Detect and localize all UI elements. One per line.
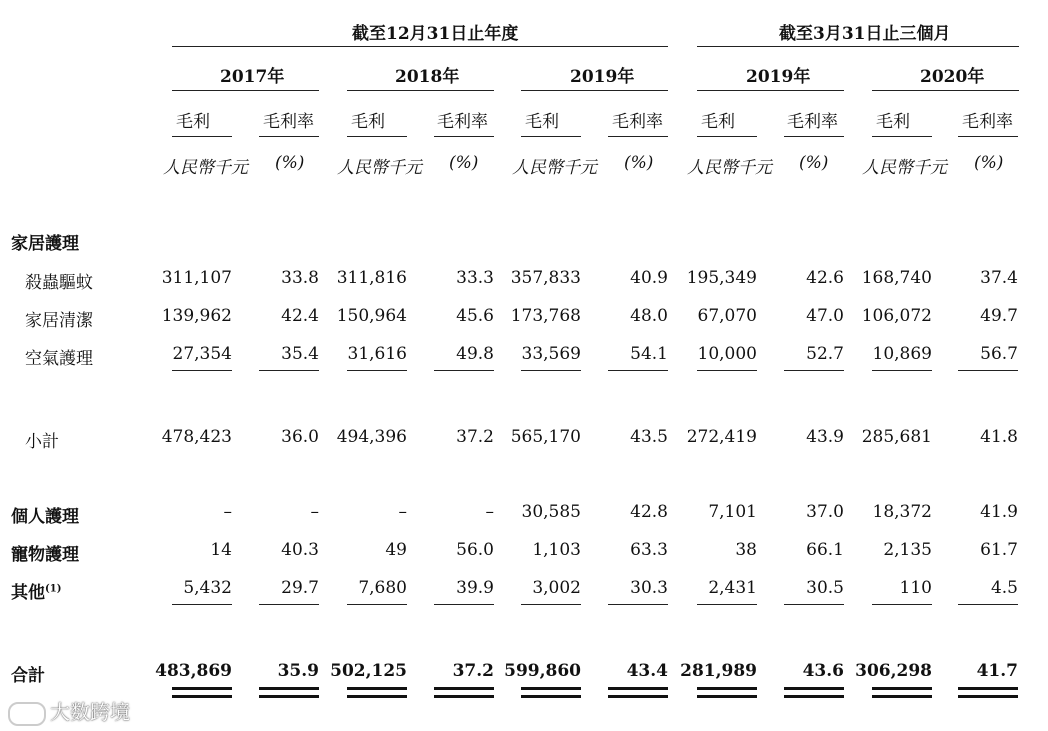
cell-other-gp: 3,002 xyxy=(532,578,581,598)
cell-cleaning-gm: 42.4 xyxy=(281,306,319,326)
cell-personal-gp: – xyxy=(223,502,232,522)
cell-insect-gm: 42.6 xyxy=(806,268,844,288)
col-underline xyxy=(434,136,494,137)
cell-subtotal-gp: 272,419 xyxy=(686,427,757,447)
total-double-underline xyxy=(172,687,232,690)
cell-other-gm: 30.5 xyxy=(806,578,844,598)
year-underline xyxy=(347,90,494,91)
cell-cleaning-gm: 47.0 xyxy=(806,306,844,326)
cell-personal-gp: 7,101 xyxy=(708,502,757,522)
cell-personal-gp: – xyxy=(398,502,407,522)
col-underline xyxy=(347,136,407,137)
total-double-underline xyxy=(872,695,932,698)
sum-underline xyxy=(697,370,757,371)
period-underline xyxy=(172,46,668,47)
cell-air-gm: 56.7 xyxy=(980,344,1018,364)
sum-underline xyxy=(521,604,581,605)
unit-gm: (%) xyxy=(799,153,829,173)
cell-cleaning-gm: 49.7 xyxy=(980,306,1018,326)
sum-underline xyxy=(347,370,407,371)
total-double-underline xyxy=(872,687,932,690)
cell-cleaning-gp: 173,768 xyxy=(510,306,581,326)
sum-underline xyxy=(521,370,581,371)
unit-gm: (%) xyxy=(624,153,654,173)
cell-total-gm: 37.2 xyxy=(452,661,494,681)
row-label-insect: 殺蟲驅蚊 xyxy=(25,273,93,293)
total-double-underline xyxy=(697,695,757,698)
cell-cleaning-gm: 48.0 xyxy=(630,306,668,326)
cell-other-gp: 7,680 xyxy=(358,578,407,598)
cell-personal-gm: – xyxy=(485,502,494,522)
cell-other-gm: 29.7 xyxy=(281,578,319,598)
cell-other-gp: 110 xyxy=(899,578,932,598)
row-label-subtotal: 小計 xyxy=(25,432,59,452)
cell-other-gp: 5,432 xyxy=(183,578,232,598)
col-title-gm: 毛利率 xyxy=(787,112,838,132)
cell-insect-gp: 311,107 xyxy=(161,268,232,288)
unit-gp: 人民幣千元 xyxy=(337,158,422,178)
cell-total-gm: 43.4 xyxy=(626,661,668,681)
cell-subtotal-gm: 43.5 xyxy=(630,427,668,447)
col-title-gm: 毛利率 xyxy=(437,112,488,132)
cell-cleaning-gp: 67,070 xyxy=(697,306,757,326)
cell-total-gp: 483,869 xyxy=(155,661,232,681)
cell-other-gm: 39.9 xyxy=(456,578,494,598)
col-title-gm: 毛利率 xyxy=(263,112,314,132)
cell-subtotal-gp: 565,170 xyxy=(510,427,581,447)
period-header-year-end: 截至12月31日止年度 xyxy=(352,24,519,44)
total-double-underline xyxy=(434,687,494,690)
cell-insect-gm: 40.9 xyxy=(630,268,668,288)
sum-underline xyxy=(172,604,232,605)
cell-pet-gm: 56.0 xyxy=(456,540,494,560)
cell-cleaning-gm: 45.6 xyxy=(456,306,494,326)
cell-total-gm: 35.9 xyxy=(277,661,319,681)
cell-pet-gp: 1,103 xyxy=(532,540,581,560)
cell-subtotal-gm: 36.0 xyxy=(281,427,319,447)
cell-subtotal-gm: 43.9 xyxy=(806,427,844,447)
sum-underline xyxy=(958,370,1018,371)
cell-total-gm: 43.6 xyxy=(802,661,844,681)
sum-underline xyxy=(608,370,668,371)
year-underline xyxy=(872,90,1019,91)
section-home-care: 家居護理 xyxy=(11,234,79,254)
row-label-pet: 寵物護理 xyxy=(11,545,79,565)
unit-gm: (%) xyxy=(974,153,1004,173)
year-underline xyxy=(697,90,844,91)
col-title-gp: 毛利 xyxy=(525,112,559,132)
unit-gp: 人民幣千元 xyxy=(512,158,597,178)
watermark-text: 大数跨境 xyxy=(50,700,130,724)
cell-insect-gm: 37.4 xyxy=(980,268,1018,288)
cell-other-gp: 2,431 xyxy=(708,578,757,598)
cell-personal-gm: 37.0 xyxy=(806,502,844,522)
cell-pet-gp: 14 xyxy=(210,540,232,560)
unit-gp: 人民幣千元 xyxy=(862,158,947,178)
col-title-gm: 毛利率 xyxy=(612,112,663,132)
cell-personal-gp: 30,585 xyxy=(521,502,581,522)
cell-air-gp: 31,616 xyxy=(347,344,407,364)
total-double-underline xyxy=(784,687,844,690)
col-title-gp: 毛利 xyxy=(176,112,210,132)
col-underline xyxy=(872,136,932,137)
cell-total-gp: 306,298 xyxy=(855,661,932,681)
col-underline xyxy=(608,136,668,137)
cell-air-gm: 52.7 xyxy=(806,344,844,364)
col-underline xyxy=(784,136,844,137)
cell-insect-gp: 168,740 xyxy=(861,268,932,288)
cell-insect-gm: 33.8 xyxy=(281,268,319,288)
logo-icon xyxy=(8,702,46,726)
sum-underline xyxy=(434,604,494,605)
cell-cleaning-gp: 150,964 xyxy=(336,306,407,326)
cell-pet-gm: 61.7 xyxy=(980,540,1018,560)
col-title-gm: 毛利率 xyxy=(962,112,1013,132)
cell-other-gm: 30.3 xyxy=(630,578,668,598)
row-label-other: 其他$^{(1)}$ xyxy=(11,583,62,603)
total-double-underline xyxy=(434,695,494,698)
row-label-cleaning: 家居清潔 xyxy=(25,311,93,331)
sum-underline xyxy=(259,370,319,371)
total-double-underline xyxy=(347,695,407,698)
total-double-underline xyxy=(697,687,757,690)
year-header: 2017年 xyxy=(220,67,285,87)
cell-cleaning-gp: 139,962 xyxy=(161,306,232,326)
cell-personal-gm: 42.8 xyxy=(630,502,668,522)
cell-pet-gp: 38 xyxy=(735,540,757,560)
sum-underline xyxy=(872,370,932,371)
cell-total-gp: 502,125 xyxy=(330,661,407,681)
sum-underline xyxy=(958,604,1018,605)
cell-subtotal-gp: 478,423 xyxy=(161,427,232,447)
col-title-gp: 毛利 xyxy=(351,112,385,132)
sum-underline xyxy=(259,604,319,605)
cell-air-gm: 54.1 xyxy=(630,344,668,364)
cell-other-gm: 4.5 xyxy=(990,578,1018,598)
col-underline xyxy=(958,136,1018,137)
col-underline xyxy=(259,136,319,137)
period-underline xyxy=(697,46,1019,47)
year-underline xyxy=(521,90,668,91)
cell-pet-gp: 49 xyxy=(385,540,407,560)
cell-total-gp: 599,860 xyxy=(504,661,581,681)
row-label-total: 合計 xyxy=(11,666,45,686)
cell-pet-gp: 2,135 xyxy=(883,540,932,560)
sum-underline xyxy=(697,604,757,605)
sum-underline xyxy=(608,604,668,605)
cell-subtotal-gp: 494,396 xyxy=(336,427,407,447)
cell-air-gp: 27,354 xyxy=(172,344,232,364)
unit-gm: (%) xyxy=(275,153,305,173)
sum-underline xyxy=(434,370,494,371)
watermark xyxy=(8,696,130,726)
footnote-marker: (1) xyxy=(45,583,62,595)
sum-underline xyxy=(172,370,232,371)
total-double-underline xyxy=(958,695,1018,698)
total-double-underline xyxy=(608,687,668,690)
unit-gm: (%) xyxy=(449,153,479,173)
cell-total-gm: 41.7 xyxy=(976,661,1018,681)
cell-air-gp: 10,869 xyxy=(872,344,932,364)
cell-personal-gp: 18,372 xyxy=(872,502,932,522)
cell-air-gp: 10,000 xyxy=(697,344,757,364)
row-label-air: 空氣護理 xyxy=(25,349,93,369)
cell-air-gm: 49.8 xyxy=(456,344,494,364)
cell-cleaning-gp: 106,072 xyxy=(861,306,932,326)
period-header-three-months: 截至3月31日止三個月 xyxy=(779,24,951,44)
unit-gp: 人民幣千元 xyxy=(163,158,248,178)
total-double-underline xyxy=(172,695,232,698)
sum-underline xyxy=(784,604,844,605)
cell-subtotal-gm: 41.8 xyxy=(980,427,1018,447)
cell-pet-gm: 40.3 xyxy=(281,540,319,560)
cell-insect-gm: 33.3 xyxy=(456,268,494,288)
cell-insect-gp: 357,833 xyxy=(510,268,581,288)
year-header: 2020年 xyxy=(920,67,985,87)
cell-air-gm: 35.4 xyxy=(281,344,319,364)
total-double-underline xyxy=(784,695,844,698)
cell-insect-gp: 311,816 xyxy=(336,268,407,288)
cell-personal-gm: – xyxy=(310,502,319,522)
col-title-gp: 毛利 xyxy=(876,112,910,132)
cell-pet-gm: 66.1 xyxy=(806,540,844,560)
cell-subtotal-gp: 285,681 xyxy=(861,427,932,447)
total-double-underline xyxy=(521,695,581,698)
col-underline xyxy=(521,136,581,137)
total-double-underline xyxy=(958,687,1018,690)
total-double-underline xyxy=(347,687,407,690)
cell-personal-gm: 41.9 xyxy=(980,502,1018,522)
row-label-personal: 個人護理 xyxy=(11,507,79,527)
total-double-underline xyxy=(259,695,319,698)
sum-underline xyxy=(784,370,844,371)
cell-pet-gm: 63.3 xyxy=(630,540,668,560)
col-title-gp: 毛利 xyxy=(701,112,735,132)
unit-gp: 人民幣千元 xyxy=(687,158,772,178)
total-double-underline xyxy=(521,687,581,690)
col-underline xyxy=(697,136,757,137)
year-underline xyxy=(172,90,319,91)
sum-underline xyxy=(347,604,407,605)
col-underline xyxy=(172,136,232,137)
total-double-underline xyxy=(259,687,319,690)
cell-air-gp: 33,569 xyxy=(521,344,581,364)
cell-insect-gp: 195,349 xyxy=(686,268,757,288)
year-header: 2018年 xyxy=(395,67,460,87)
cell-total-gp: 281,989 xyxy=(680,661,757,681)
sum-underline xyxy=(872,604,932,605)
year-header: 2019年 xyxy=(746,67,811,87)
year-header: 2019年 xyxy=(570,67,635,87)
cell-subtotal-gm: 37.2 xyxy=(456,427,494,447)
total-double-underline xyxy=(608,695,668,698)
